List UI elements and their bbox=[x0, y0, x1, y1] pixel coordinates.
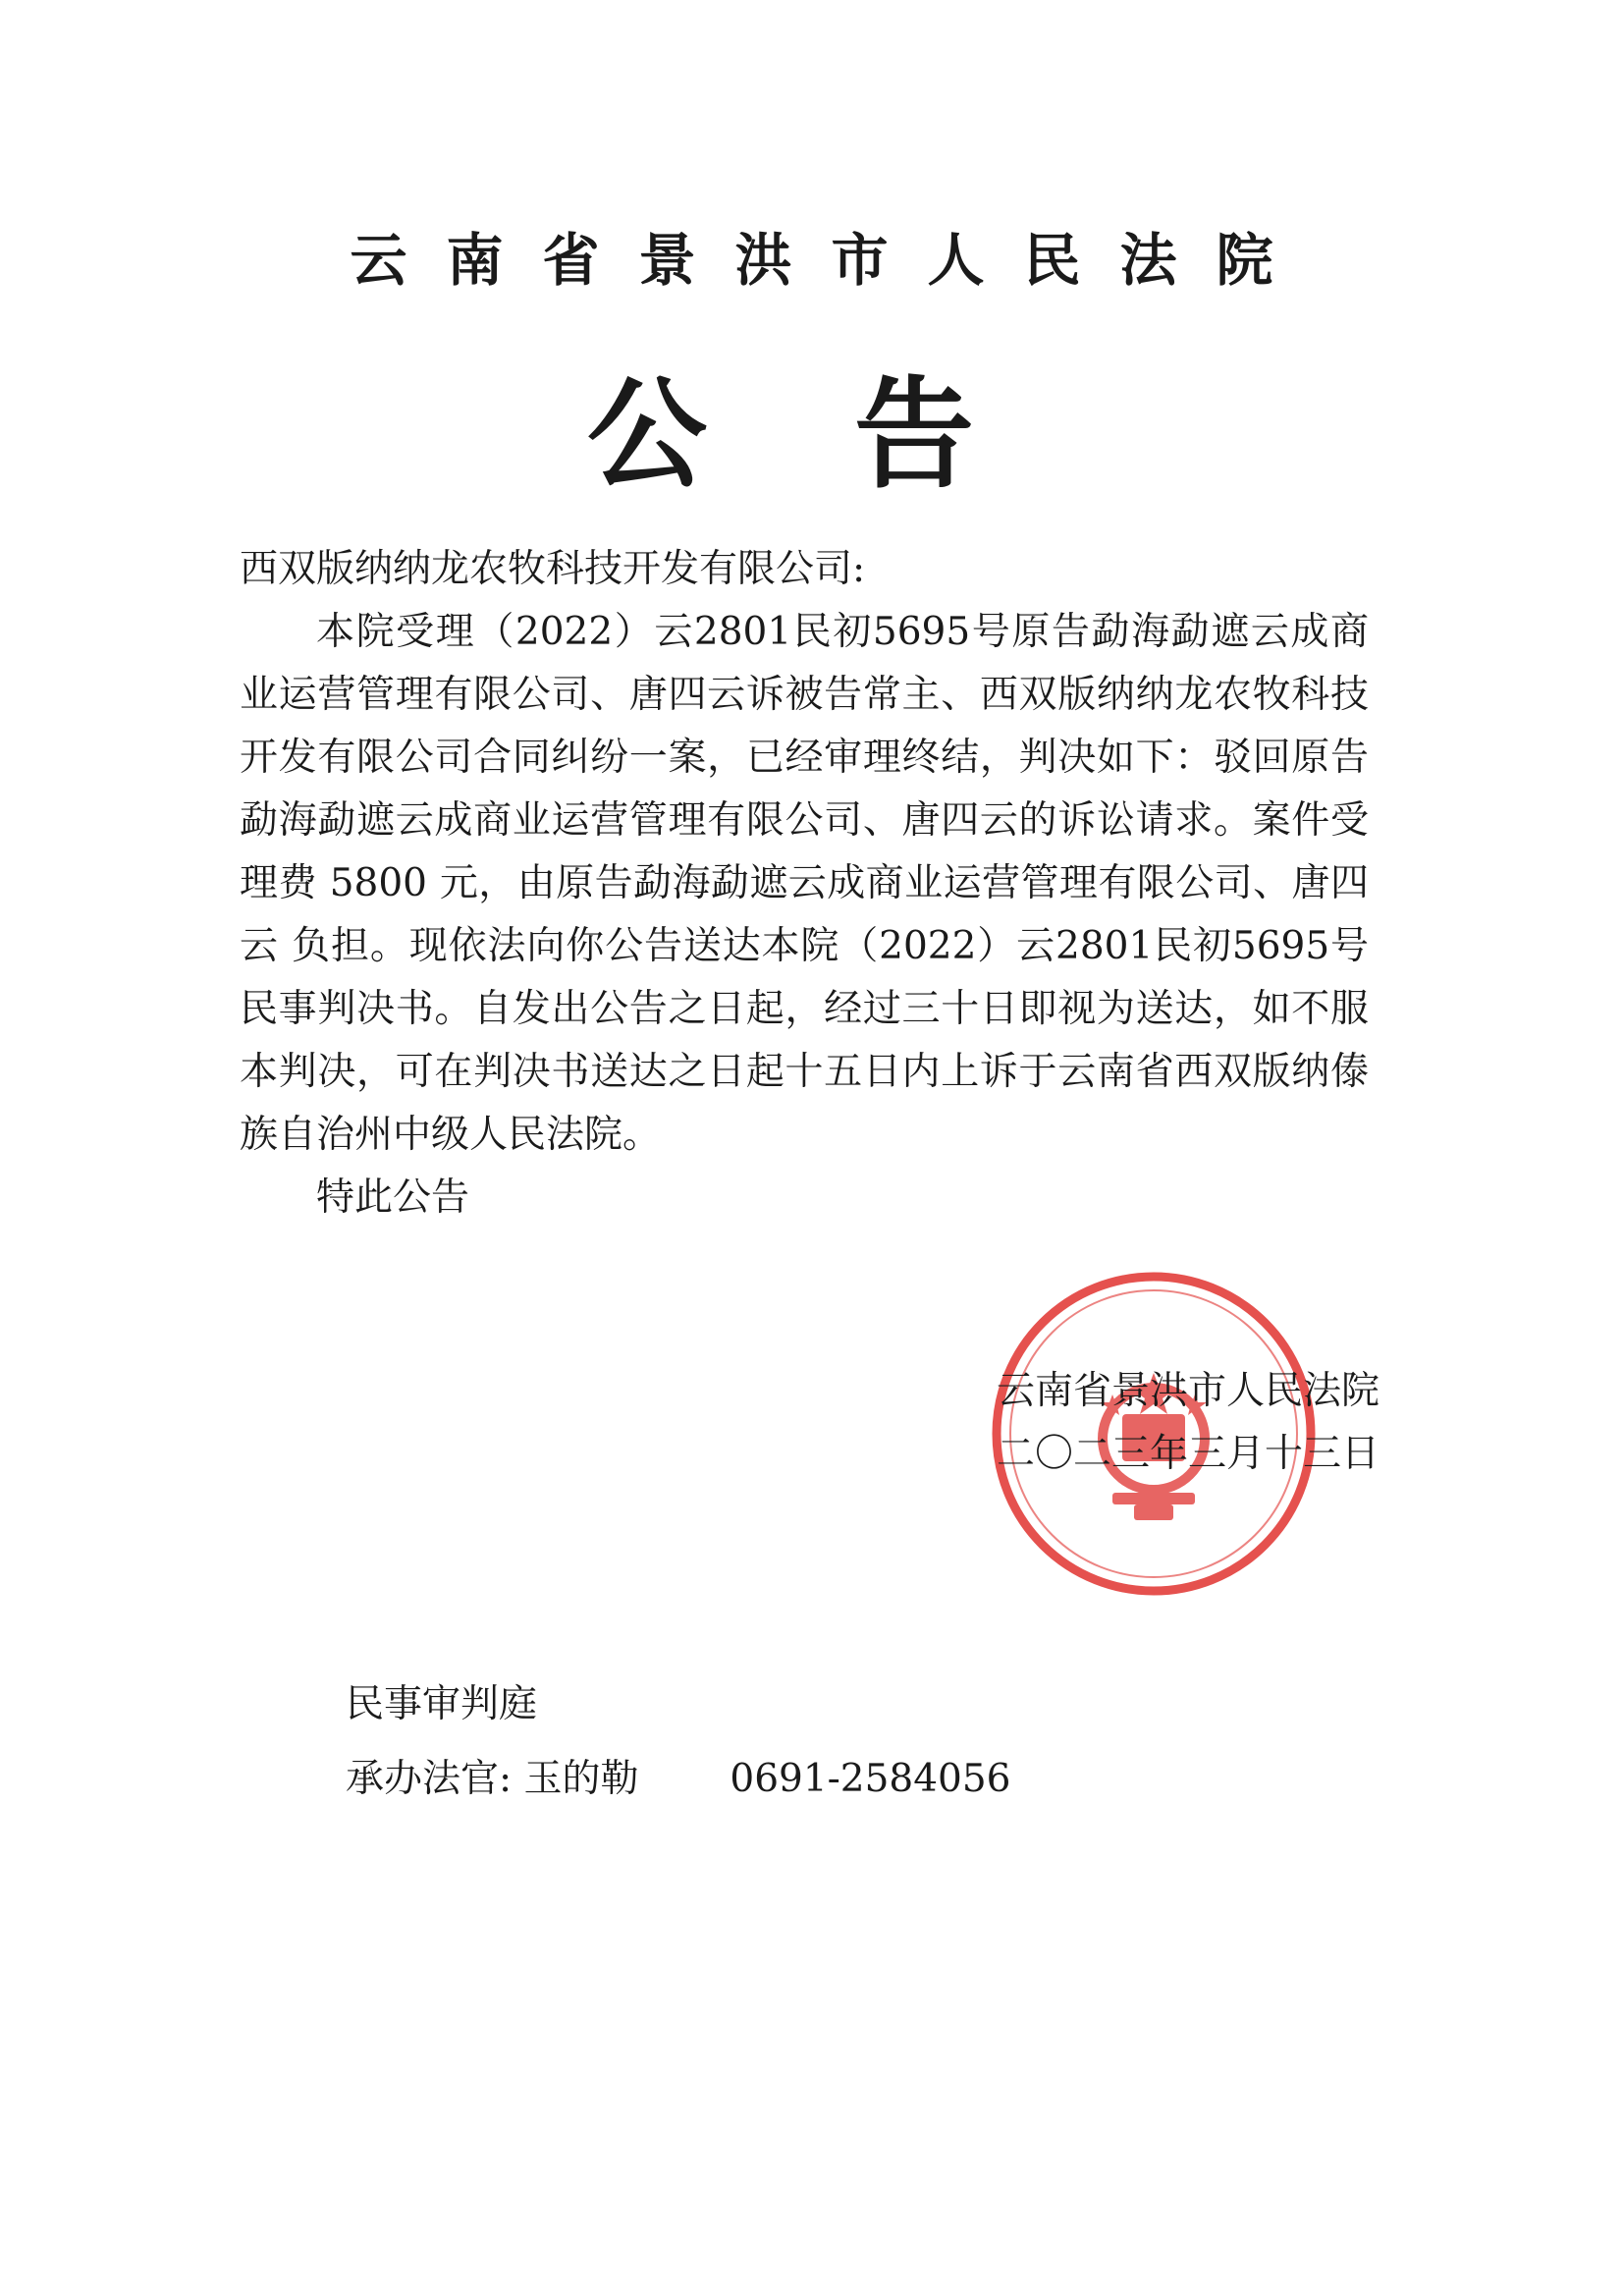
issue-date: 二〇二三年三月十三日 bbox=[996, 1432, 1380, 1476]
contact-footer bbox=[346, 1667, 1011, 1817]
salutation: 西双版纳纳龙农牧科技开发有限公司: bbox=[240, 547, 866, 591]
judge-label: 承办法官: bbox=[346, 1757, 513, 1801]
notice-content bbox=[240, 538, 1369, 1230]
phone-number: 0691-2584056 bbox=[730, 1757, 1011, 1801]
issuer-block bbox=[928, 1360, 1380, 1486]
judge-name: 玉的勒 bbox=[523, 1757, 639, 1801]
notice-body-paragraph: 本院受理（2022）云2801民初5695号原告勐海勐遮云成商业运营管理有限公司、唐四云诉被告常主、西双版纳纳龙农牧科技开发有限公司合同纠纷一案，已经审理终结，判决如下：驳回原告勐海勐遮云成商业运营管理有限公司、唐四云的诉讼请求。案件受理费 5800 元，由原告勐海勐遮云成商业运营管理有限公司、唐四云 负担。现依法向你公告送达本院（2022）云2801民初5695号民事判决书。自发出公告之日起，经过三十日即视为送达，如不服本判决，可在判决书送达之日起十五日内上诉于云南省西双版纳傣族自治州中级人民法院。 bbox=[240, 610, 1369, 1157]
department-name: 民事审判庭 bbox=[346, 1682, 538, 1726]
court-name-heading: 云南省景洪市人民法院 bbox=[350, 227, 1313, 294]
notice-title: 公告 bbox=[587, 363, 1121, 505]
closing-phrase: 特此公告 bbox=[316, 1175, 470, 1220]
issuer-name: 云南省景洪市人民法院 bbox=[996, 1369, 1380, 1413]
judge-contact-line bbox=[346, 1742, 1011, 1817]
